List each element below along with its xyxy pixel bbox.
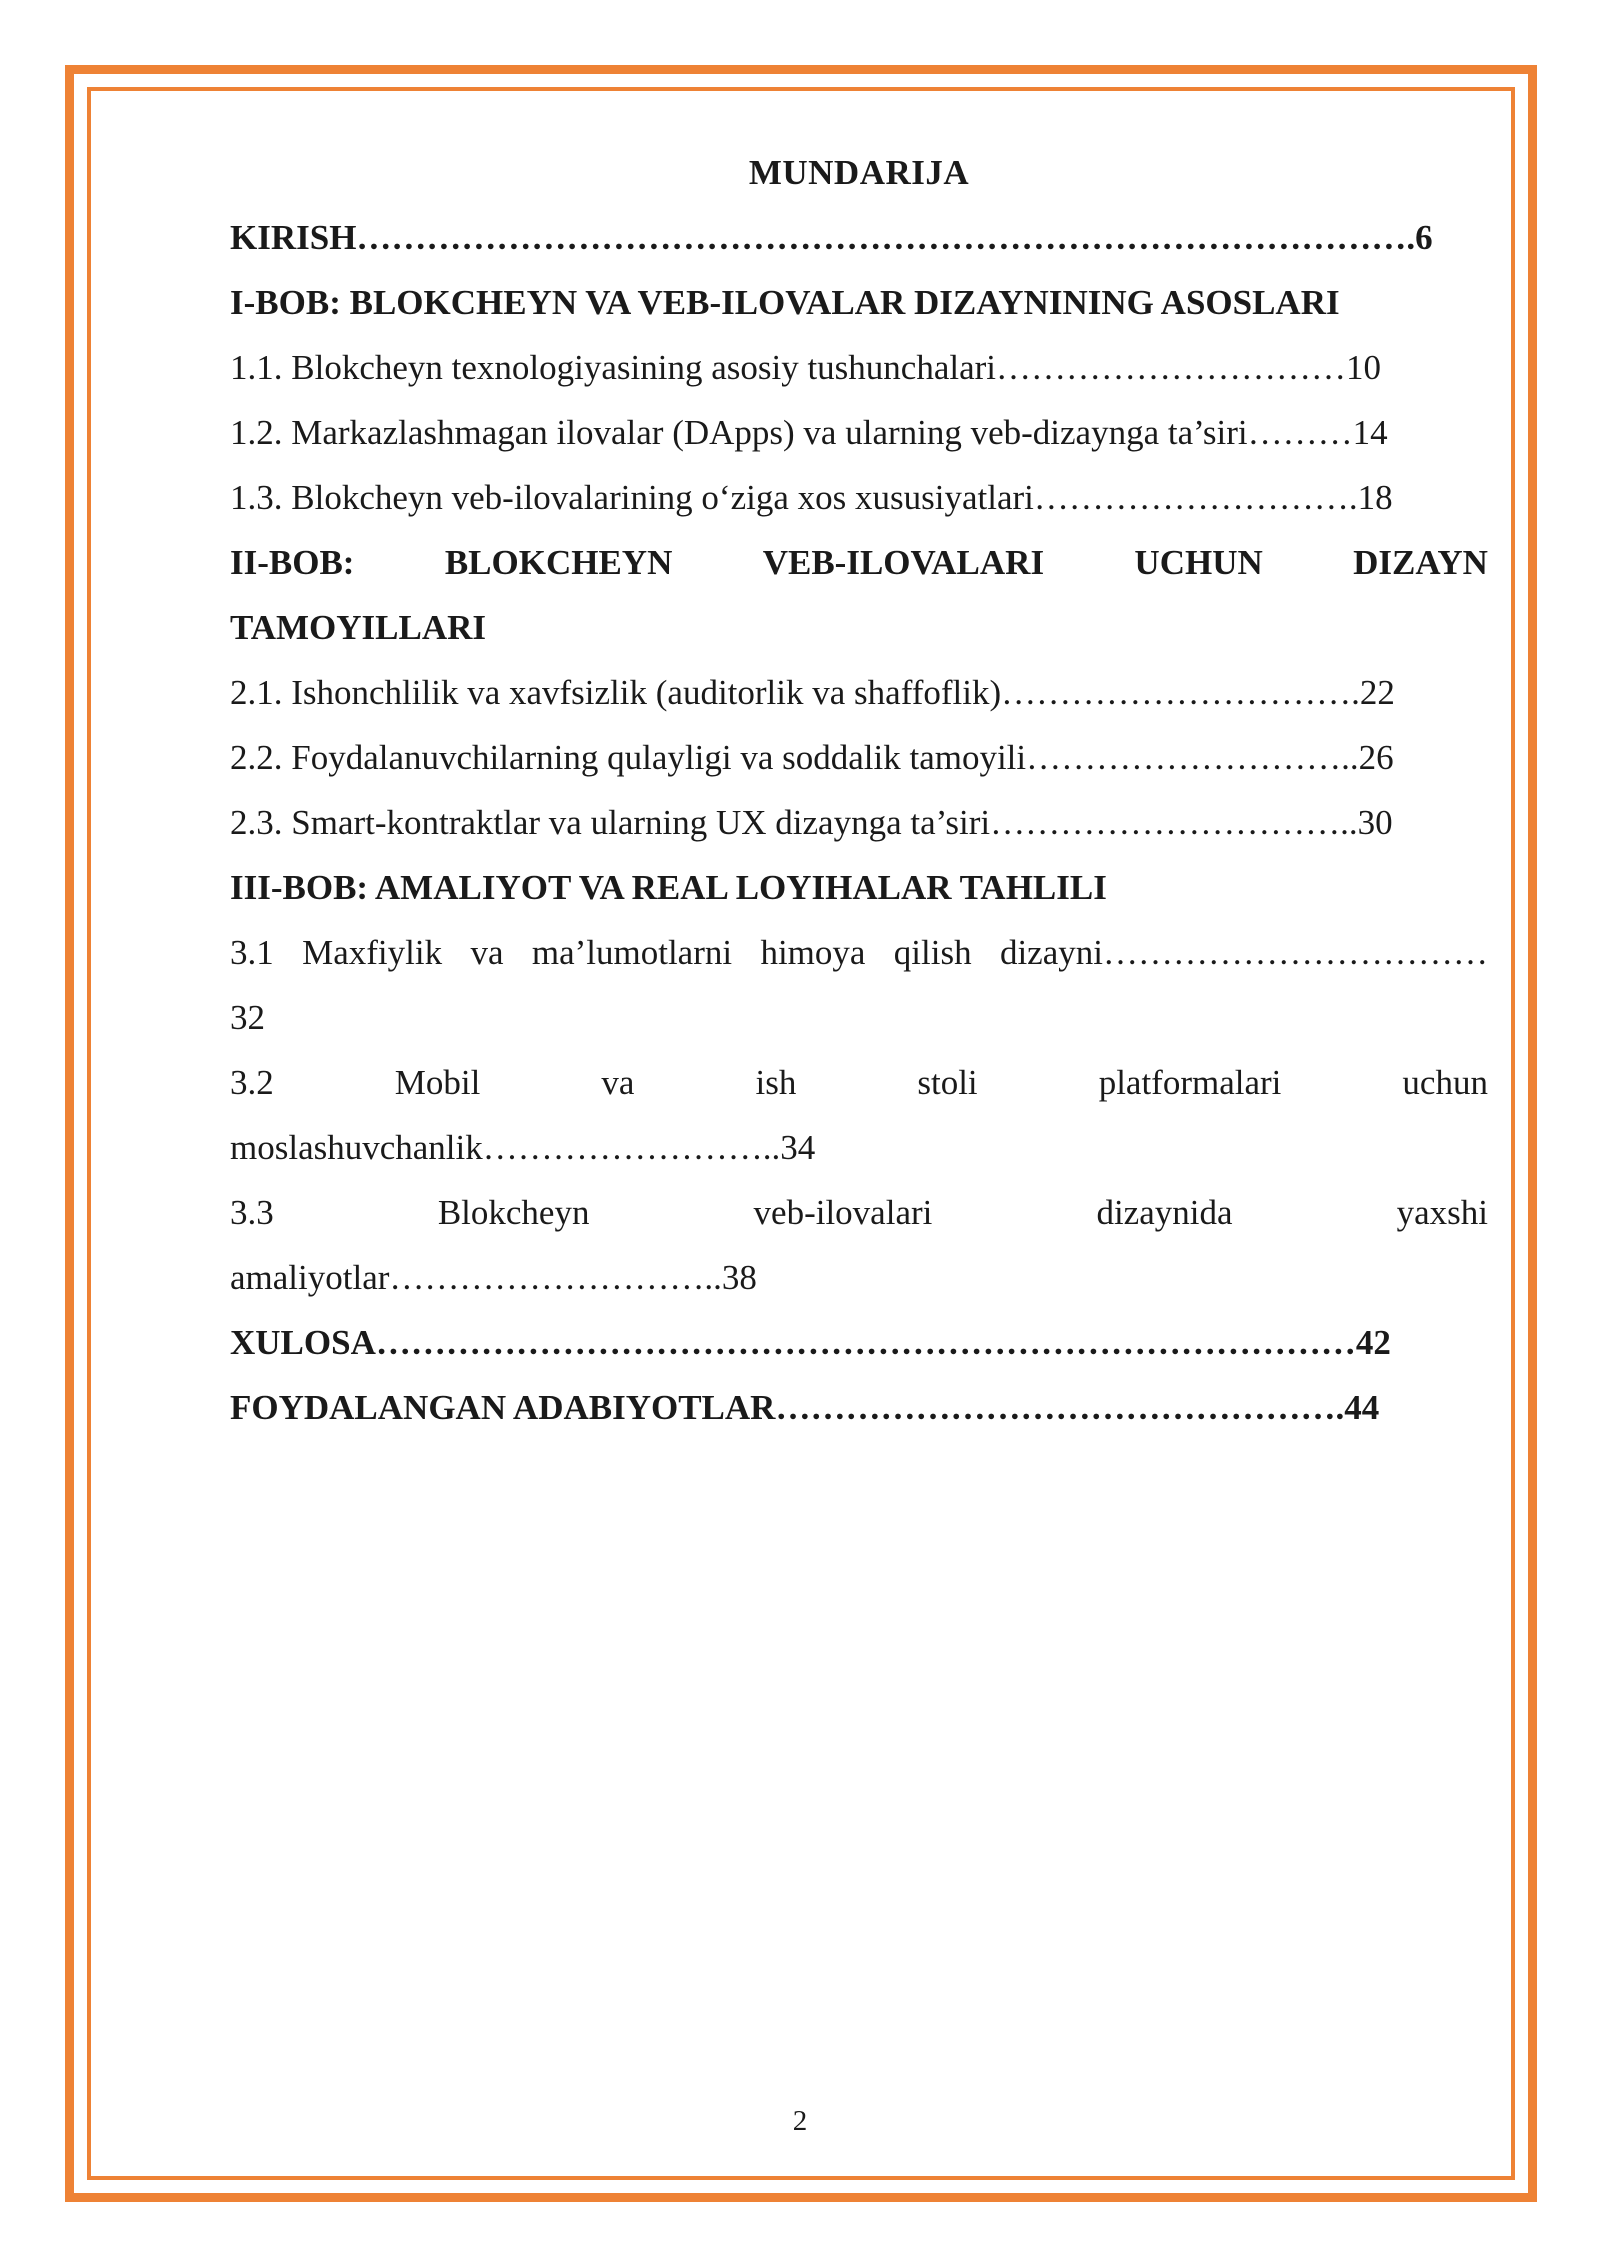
toc-entry-3-2-word: Mobil <box>394 1063 481 1102</box>
toc-entry-3-1-word: himoya <box>760 933 866 972</box>
toc-entry-3-2-word: platformalari <box>1098 1063 1282 1102</box>
toc-entry-3-2 <box>230 1050 1488 1115</box>
toc-entry-1-2: 1.2. Markazlashmagan ilovalar (DApps) va ularning veb-dizaynga ta’siri………14 <box>230 413 1388 452</box>
toc-entry-3-1-word: 3.1 <box>230 933 274 972</box>
toc-entry-3-1-word: qilish <box>893 933 972 972</box>
toc-entry-3-2-word: uchun <box>1402 1063 1488 1102</box>
toc-entry-3-1-page: 32 <box>230 998 265 1037</box>
toc-entry-3-3-word: Blokcheyn <box>437 1193 590 1232</box>
toc-entry-adabiyotlar: FOYDALANGAN ADABIYOTLAR………………………………………….44 <box>230 1388 1380 1427</box>
toc-entry-2-3: 2.3. Smart-kontraktlar va ularning UX dizaynga ta’siri…………………………..30 <box>230 803 1393 842</box>
chapter-2-heading-word: II-BOB: <box>230 543 355 582</box>
chapter-2-heading-word: UCHUN <box>1134 543 1263 582</box>
toc-entry-3-2-word: stoli <box>917 1063 978 1102</box>
page-number: 2 <box>792 2105 808 2137</box>
toc-entry-1-1: 1.1. Blokcheyn texnologiyasining asosiy tushunchalari…………………………10 <box>230 348 1382 387</box>
toc-entry-3-2-word: ish <box>755 1063 797 1102</box>
chapter-3-heading: III-BOB: AMALIYOT VA REAL LOYIHALAR TAHLILI <box>230 868 1107 907</box>
toc-entry-3-1-word: dizayni…………………………… <box>999 933 1488 972</box>
toc-entry-3-3 <box>230 1180 1488 1245</box>
toc-entry-1-3: 1.3. Blokcheyn veb-ilovalarining o‘ziga xos xususiyatlari……………………….18 <box>230 478 1393 517</box>
toc-entry-3-3-continuation: amaliyotlar………………………..38 <box>230 1258 757 1297</box>
chapter-2-heading-word: DIZAYN <box>1353 543 1488 582</box>
toc-entry-kirish: KIRISH……………………………………………………………………………….6 <box>230 218 1433 257</box>
toc-entry-2-2: 2.2. Foydalanuvchilarning qulayligi va soddalik tamoyili………………………..26 <box>230 738 1394 777</box>
toc-entry-3-1-word: va <box>470 933 504 972</box>
toc-entry-3-3-word: 3.3 <box>230 1193 274 1232</box>
toc-entry-3-3-word: yaxshi <box>1396 1193 1488 1232</box>
toc-entry-2-1: 2.1. Ishonchlilik va xavfsizlik (auditorlik va shaffoflik)………………………….22 <box>230 673 1395 712</box>
chapter-2-heading-word: BLOKCHEYN <box>444 543 673 582</box>
toc-entry-3-1-word: ma’lumotlarni <box>531 933 733 972</box>
toc-entry-xulosa: XULOSA…………………………………………………………………………42 <box>230 1323 1391 1362</box>
toc-entry-3-3-word: veb-ilovalari <box>753 1193 933 1232</box>
chapter-1-heading: I-BOB: BLOKCHEYN VA VEB-ILOVALAR DIZAYNINING ASOSLARI <box>230 283 1340 322</box>
table-of-contents <box>230 140 1488 1440</box>
toc-title: MUNDARIJA <box>748 153 970 192</box>
toc-entry-3-2-word: va <box>601 1063 635 1102</box>
chapter-2-heading <box>230 530 1488 595</box>
toc-entry-3-1 <box>230 920 1488 985</box>
toc-entry-3-2-word: 3.2 <box>230 1063 274 1102</box>
toc-entry-3-1-word: Maxfiylik <box>302 933 443 972</box>
toc-entry-3-3-word: dizaynida <box>1096 1193 1233 1232</box>
toc-entry-3-2-continuation: moslashuvchanlik……………………..34 <box>230 1128 816 1167</box>
chapter-2-heading-continuation: TAMOYILLARI <box>230 608 487 647</box>
chapter-2-heading-word: VEB-ILOVALARI <box>762 543 1045 582</box>
